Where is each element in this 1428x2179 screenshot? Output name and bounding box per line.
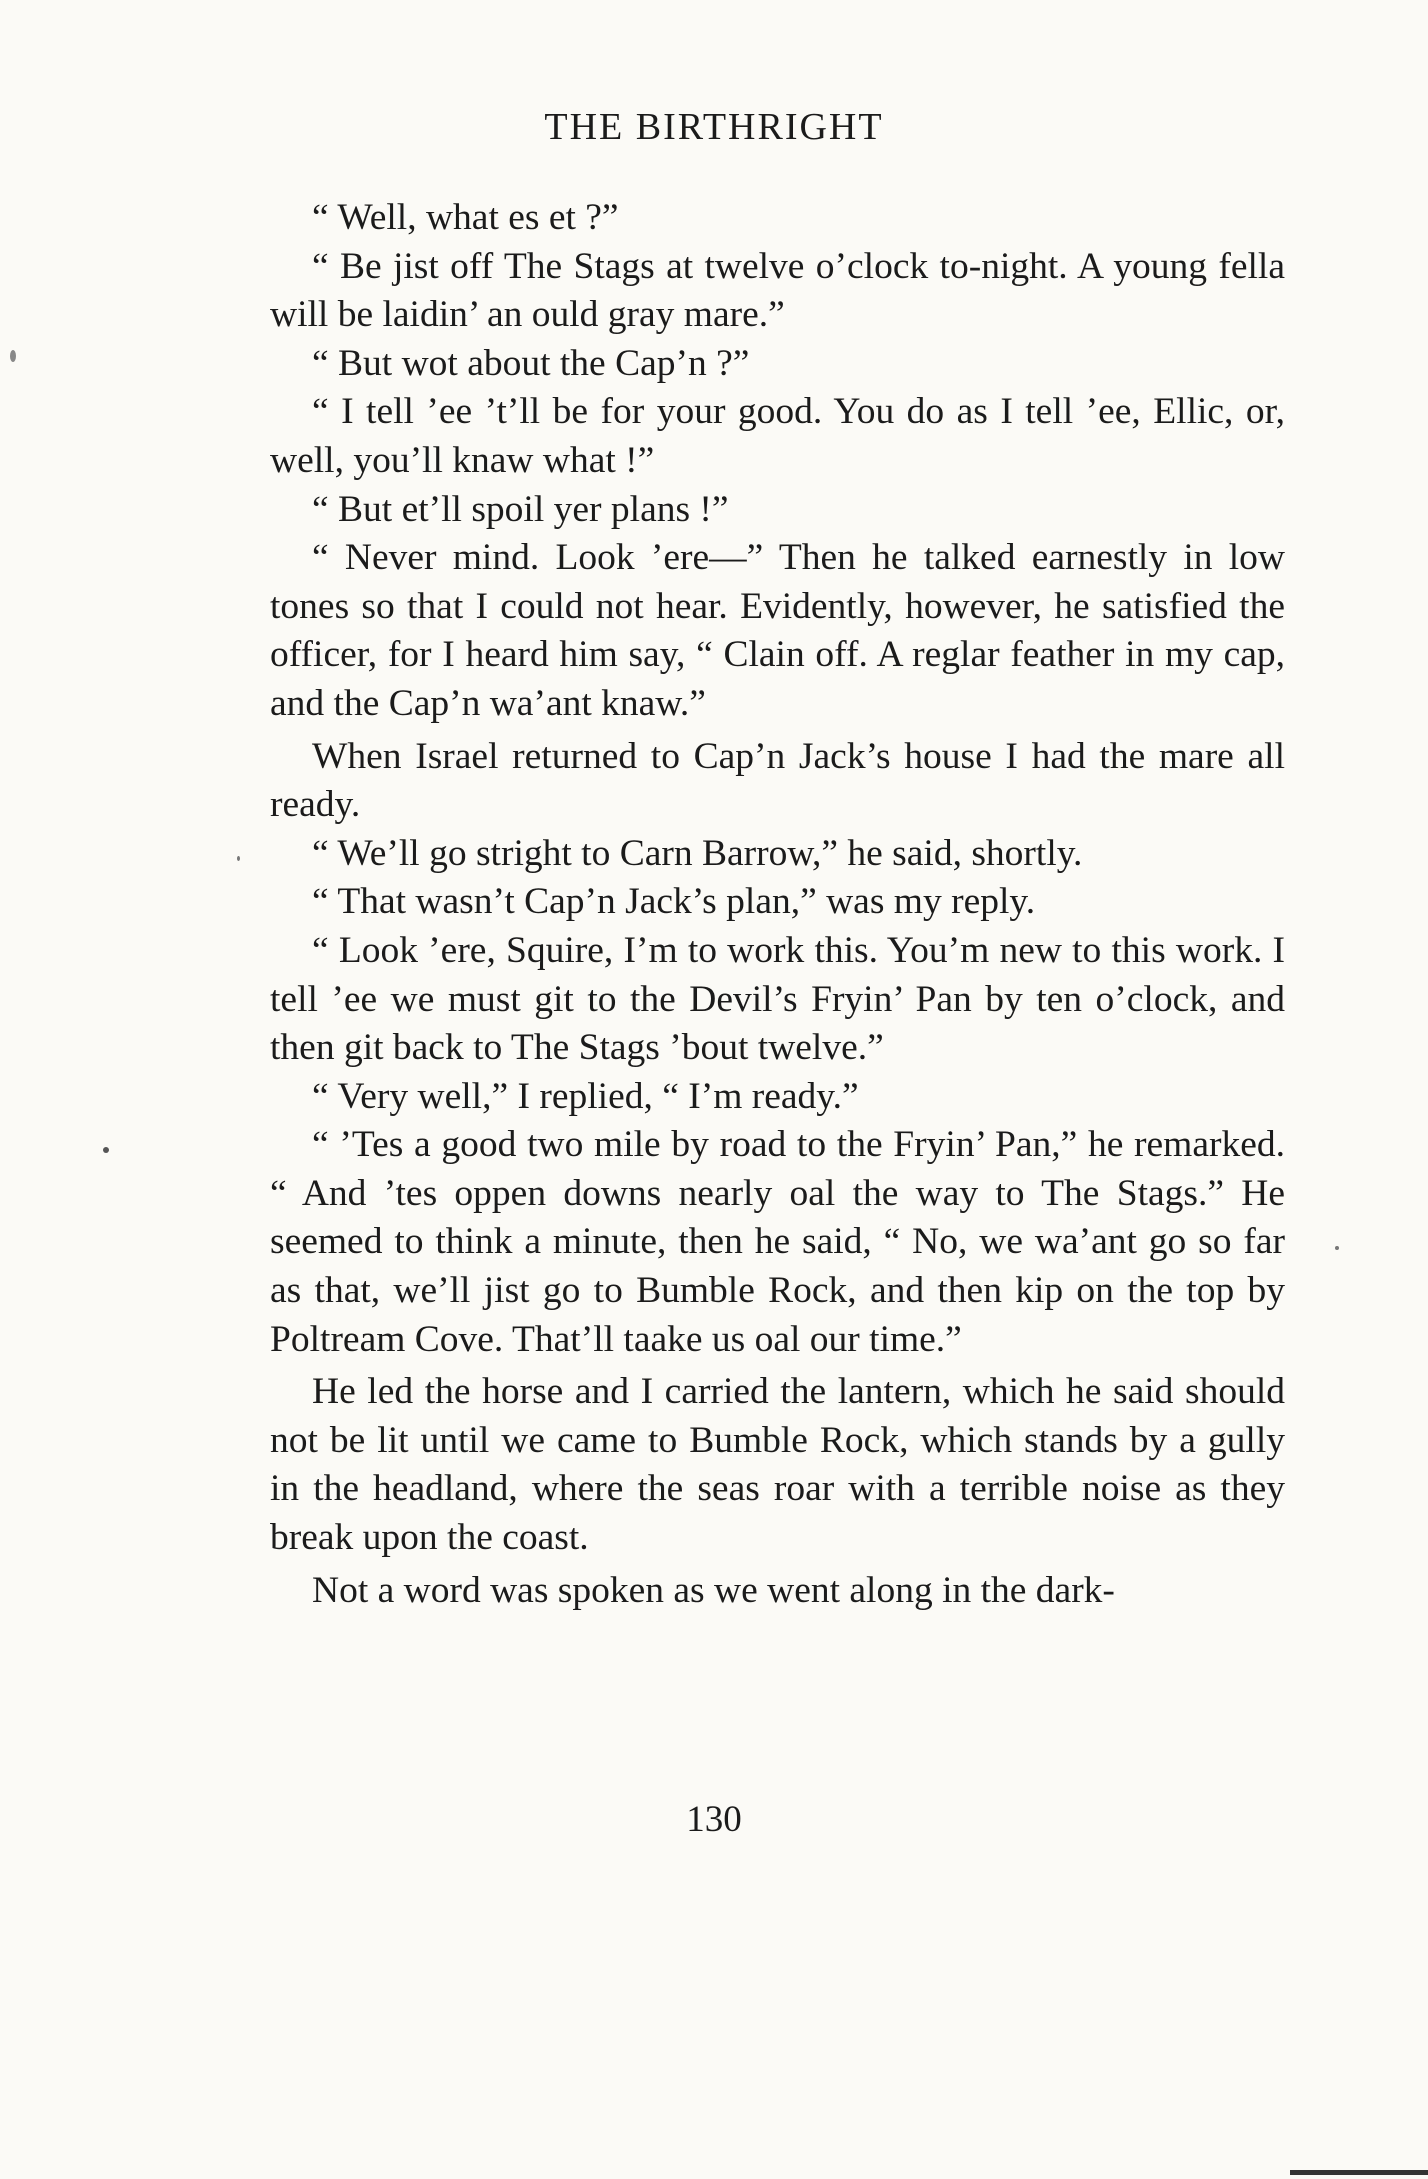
paragraph: “ I tell ’ee ’t’ll be for your good. You do as I tell ’ee, Ellic, or, well, you’ll knaw what !” [270,391,1285,481]
paragraph: “ Very well,” I replied, “ I’m ready.” [312,1075,859,1117]
scan-edge-mark [1290,2170,1428,2175]
paragraph: “ That wasn’t Cap’n Jack’s plan,” was my reply. [312,881,1036,923]
paragraph: He led the horse and I carried the lantern, which he said should not be lit until we came to Bumble Rock, which stands by a gully in the headland, where the seas roar with a terrible noise as they break upon the coast. [270,1371,1285,1559]
paragraph: “ But et’ll spoil yer plans !” [312,488,729,530]
paragraph: Not a word was spoken as we went along in the dark- [312,1569,1115,1611]
ink-speck [103,1147,109,1153]
paragraph: “ ’Tes a good two mile by road to the Fryin’ Pan,” he remarked. “ And ’tes oppen downs nearly oal the way to The Stags.” He seemed to think a minute, then he said, “ No, we wa’ant go so far as that, we’ll jist go to Bumble Rock, and then kip on the top by Poltream Cove. That’ll taake us oal our time.” [270,1124,1285,1360]
ink-speck [10,350,16,362]
ink-speck [1335,1246,1339,1250]
running-head: THE BIRTHRIGHT [544,106,884,148]
paragraph: “ But wot about the Cap’n ?” [312,342,750,384]
paragraph: “ Never mind. Look ’ere—” Then he talked earnestly in low tones so that I could not hear. Evidently, however, he satisfied the officer, for I heard him say, “ Clain off. A reglar feather in my cap, and the Cap’n wa’ant knaw.” [270,537,1285,724]
paragraph: “ We’ll go stright to Carn Barrow,” he said, shortly. [312,832,1083,874]
paragraph: “ Be jist off The Stags at twelve o’clock to-night. A young fella will be laidin’ an ould gray mare.” [270,245,1285,336]
ink-speck [237,856,240,861]
paragraph: When Israel returned to Cap’n Jack’s house I had the mare all ready. [270,735,1285,826]
page-number: 130 [686,1799,742,1840]
paragraph: “ Look ’ere, Squire, I’m to work this. You’m new to this work. I tell ’ee we must git to the Devil’s Fryin’ Pan by ten o’clock, and then git back to The Stags ’bout twelve.” [270,929,1285,1069]
body-text [270,194,1285,1615]
paragraph: “ Well, what es et ?” [312,197,619,238]
